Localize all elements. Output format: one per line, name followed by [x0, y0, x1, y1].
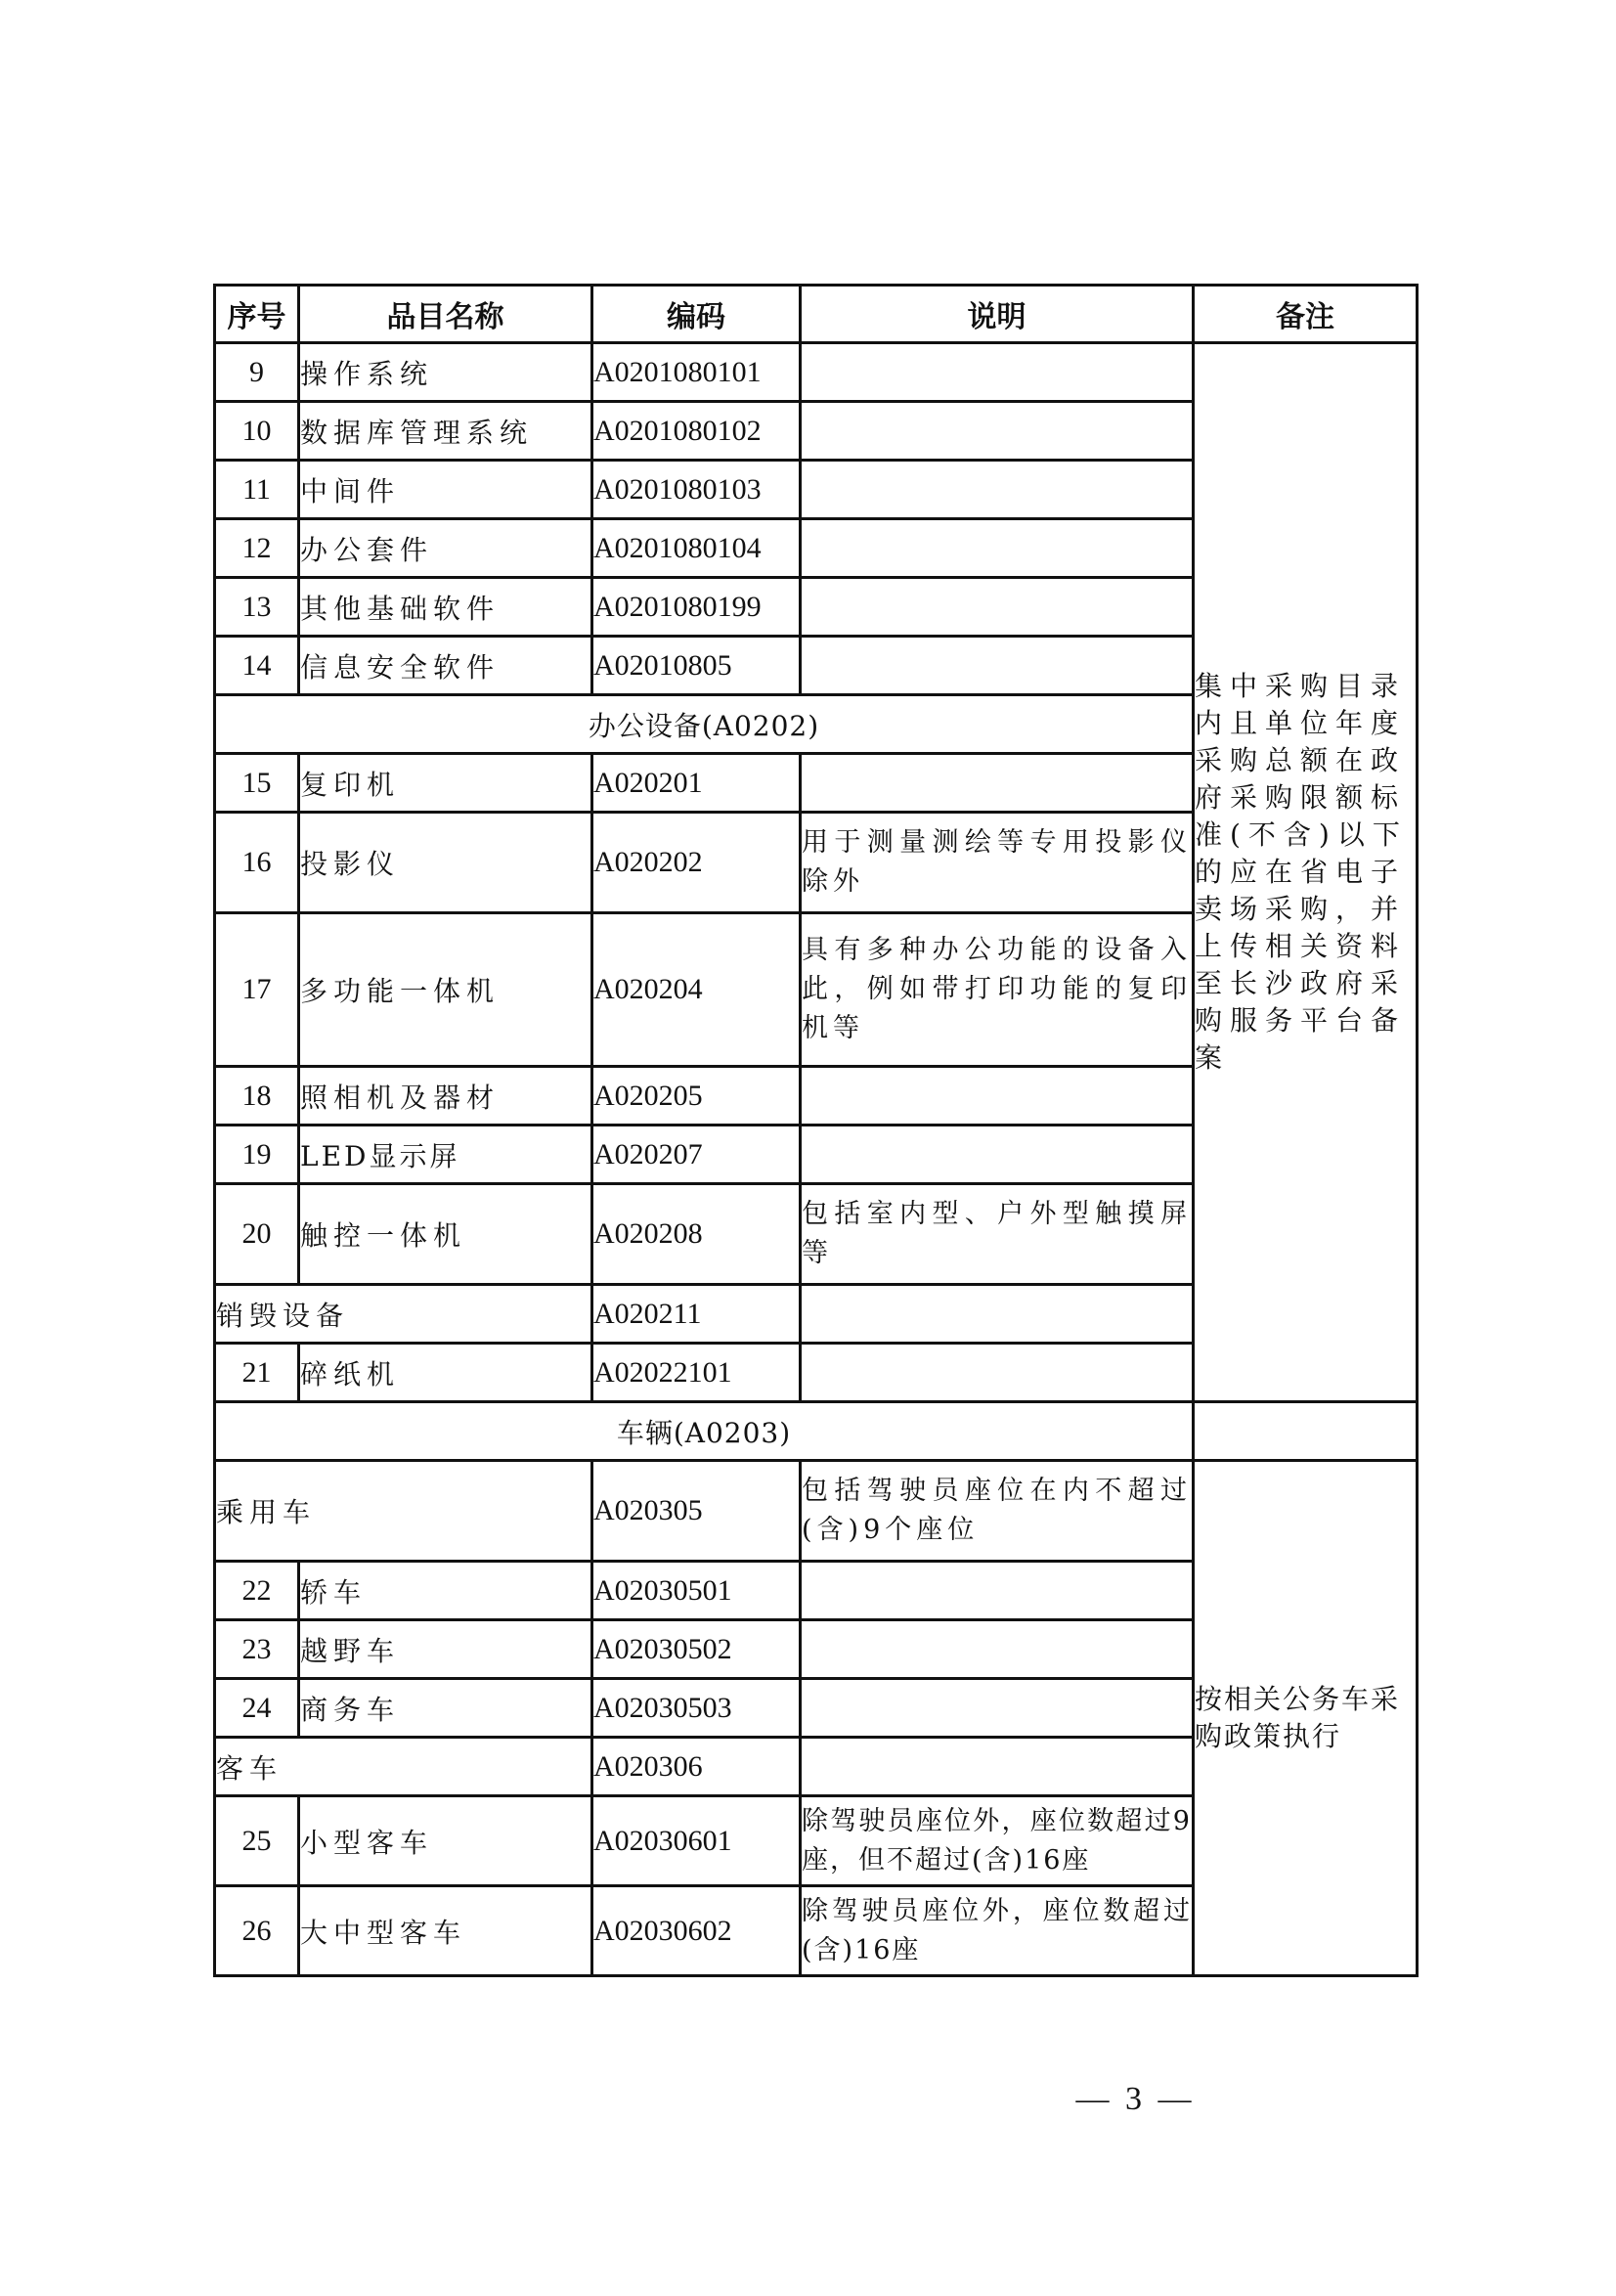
row-code: A0201080103: [592, 461, 801, 519]
table-header-row: [215, 286, 1418, 343]
row-desc: 具有多种办公功能的设备入此，例如带打印功能的复印机等: [801, 913, 1194, 1067]
row-desc: [801, 402, 1194, 461]
row-code: A02030502: [592, 1620, 801, 1679]
row-code: A0201080199: [592, 578, 801, 637]
row-desc: [801, 754, 1194, 813]
row-desc: 包括室内型、户外型触摸屏等: [801, 1184, 1194, 1285]
note-group-1: 集中采购目录内且单位年度采购总额在政府采购限额标准(不含)以下的应在省电子卖场采购，并上传相关资料至长沙政府采购服务平台备案: [1194, 343, 1418, 1402]
row-desc: [801, 1562, 1194, 1620]
row-name: 小型客车: [299, 1796, 592, 1886]
row-name: 复印机: [299, 754, 592, 813]
row-seq: 19: [215, 1126, 299, 1184]
row-desc: [801, 1344, 1194, 1402]
row-code: A02030503: [592, 1679, 801, 1738]
section-row: [215, 1402, 1418, 1461]
row-name: 商务车: [299, 1679, 592, 1738]
note-group-2: 按相关公务车采购政策执行: [1194, 1461, 1418, 1976]
row-desc: [801, 461, 1194, 519]
row-seq: 22: [215, 1562, 299, 1620]
row-name: 碎纸机: [299, 1344, 592, 1402]
row-code: A0201080102: [592, 402, 801, 461]
row-seq: 10: [215, 402, 299, 461]
row-seq: 16: [215, 813, 299, 913]
row-desc: [801, 1679, 1194, 1738]
row-seq: 18: [215, 1067, 299, 1126]
row-name: LED显示屏: [299, 1126, 592, 1184]
row-name: 投影仪: [299, 813, 592, 913]
row-seq: 11: [215, 461, 299, 519]
row-code: A020211: [592, 1285, 801, 1344]
row-name: 操作系统: [299, 343, 592, 402]
procurement-catalog-table: [213, 284, 1419, 1977]
row-name: 办公套件: [299, 519, 592, 578]
row-desc: [801, 637, 1194, 695]
row-seq: 21: [215, 1344, 299, 1402]
row-code: A02030601: [592, 1796, 801, 1886]
row-desc: [801, 1285, 1194, 1344]
row-desc: [801, 519, 1194, 578]
row-seq: 15: [215, 754, 299, 813]
row-desc: [801, 1738, 1194, 1796]
header-name: 品目名称: [299, 286, 592, 343]
section-title-vehicles: 车辆(A0203): [215, 1402, 1194, 1461]
row-seq: 25: [215, 1796, 299, 1886]
row-seq: 17: [215, 913, 299, 1067]
row-name: 其他基础软件: [299, 578, 592, 637]
row-desc: 除驾驶员座位外，座位数超过9座，但不超过(含)16座: [801, 1796, 1194, 1886]
row-name: 信息安全软件: [299, 637, 592, 695]
note-empty-cell: [1194, 1402, 1418, 1461]
page-number: — 3 —: [1075, 2081, 1196, 2117]
row-desc: [801, 1126, 1194, 1184]
category-row: [215, 1461, 1418, 1562]
row-desc: [801, 578, 1194, 637]
header-code: 编码: [592, 286, 801, 343]
table-row: [215, 343, 1418, 402]
row-code: A02010805: [592, 637, 801, 695]
category-name: 销毁设备: [215, 1285, 592, 1344]
row-code: A020306: [592, 1738, 801, 1796]
row-seq: 26: [215, 1886, 299, 1976]
row-seq: 14: [215, 637, 299, 695]
row-desc: 用于测量测绘等专用投影仪除外: [801, 813, 1194, 913]
section-title-office-equipment: 办公设备(A0202): [215, 695, 1194, 754]
row-desc: [801, 343, 1194, 402]
row-code: A0201080104: [592, 519, 801, 578]
row-name: 越野车: [299, 1620, 592, 1679]
row-code: A02022101: [592, 1344, 801, 1402]
category-name: 客车: [215, 1738, 592, 1796]
row-code: A0201080101: [592, 343, 801, 402]
header-seq: 序号: [215, 286, 299, 343]
row-code: A020208: [592, 1184, 801, 1285]
row-name: 轿车: [299, 1562, 592, 1620]
header-note: 备注: [1194, 286, 1418, 343]
row-seq: 9: [215, 343, 299, 402]
category-name: 乘用车: [215, 1461, 592, 1562]
row-desc: 包括驾驶员座位在内不超过(含)9个座位: [801, 1461, 1194, 1562]
row-seq: 24: [215, 1679, 299, 1738]
row-name: 中间件: [299, 461, 592, 519]
row-name: 数据库管理系统: [299, 402, 592, 461]
row-code: A020207: [592, 1126, 801, 1184]
row-name: 多功能一体机: [299, 913, 592, 1067]
row-code: A02030602: [592, 1886, 801, 1976]
row-code: A020201: [592, 754, 801, 813]
row-code: A020305: [592, 1461, 801, 1562]
row-desc: 除驾驶员座位外，座位数超过(含)16座: [801, 1886, 1194, 1976]
row-code: A020202: [592, 813, 801, 913]
row-seq: 20: [215, 1184, 299, 1285]
row-name: 触控一体机: [299, 1184, 592, 1285]
row-code: A020204: [592, 913, 801, 1067]
row-desc: [801, 1620, 1194, 1679]
row-desc: [801, 1067, 1194, 1126]
row-seq: 13: [215, 578, 299, 637]
row-seq: 23: [215, 1620, 299, 1679]
row-name: 照相机及器材: [299, 1067, 592, 1126]
header-desc: 说明: [801, 286, 1194, 343]
row-name: 大中型客车: [299, 1886, 592, 1976]
row-seq: 12: [215, 519, 299, 578]
row-code: A020205: [592, 1067, 801, 1126]
row-code: A02030501: [592, 1562, 801, 1620]
